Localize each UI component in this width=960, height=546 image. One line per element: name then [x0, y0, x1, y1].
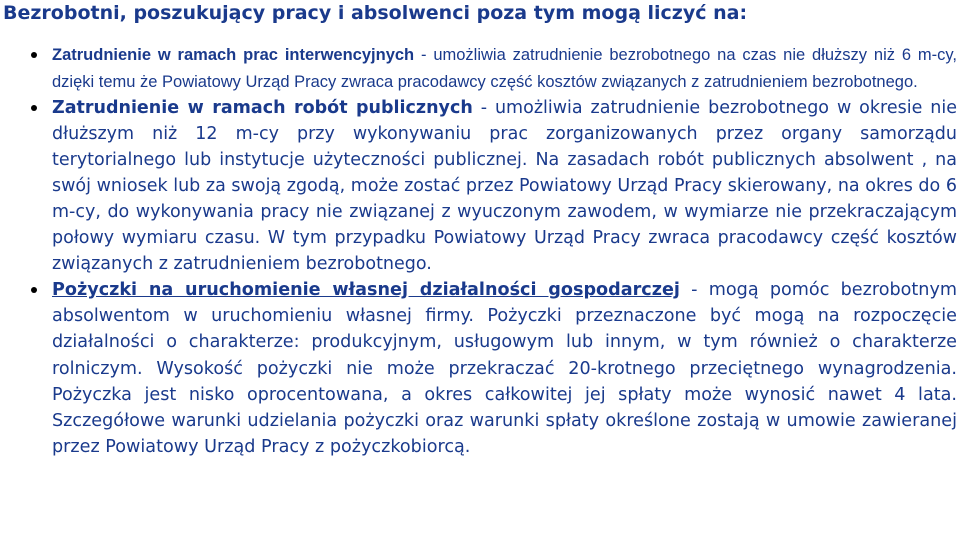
page-title: Bezrobotni, poszukujący pracy i absolwenci poza tym mogą liczyć na:	[3, 2, 748, 24]
list-item-interventional-works	[0, 42, 960, 95]
list-item-business-loans	[0, 277, 960, 460]
item-text: - mogą pomóc bezrobotnym absolwentom w uruchomieniu własnej firmy. Pożyczki przeznaczone być mogą na rozpoczęcie działalności o charakterze: produkcyjnym, usługowym lub innym, w tym również o charakterze rolniczym. Wysokość pożyczki nie może przekraczać 20-krotnego przeciętnego wynagrodzenia. Pożyczka jest nisko oprocentowana, a okres całkowitej jej spłaty może wynosić nawet 4 lata. Szczegółowe warunki udzielania pożyczki oraz warunki spłaty określone zostają w umowie zawieranej przez Powiatowy Urząd Pracy z pożyczkobiorcą.	[52, 280, 957, 458]
item-lead: Zatrudnienie w ramach robót publicznych	[52, 98, 473, 118]
bullet-dot-icon	[31, 52, 37, 58]
bullet-dot-icon	[31, 287, 37, 293]
item-text: - umożliwia zatrudnienie bezrobotnego na czas nie dłuższy niż 6 m-cy, dzięki temu że Powiatowy Urząd Pracy zwraca pracodawcy część kosztów związanych z zatrudnieniem bezrobotnego.	[52, 46, 957, 91]
item-lead: Pożyczki na uruchomienie własnej działalności gospodarczej	[52, 280, 680, 300]
item-lead: Zatrudnienie w ramach prac interwencyjnych	[52, 46, 415, 64]
list-item-public-works	[0, 95, 960, 277]
bullet-list	[0, 42, 960, 460]
item-text: - umożliwia zatrudnienie bezrobotnego w okresie nie dłuższym niż 12 m-cy przy wykonywaniu prac zorganizowanych przez organy samorządu terytorialnego lub instytucje użyteczności publicznej. Na zasadach robót publicznych absolwent , na swój wniosek lub za swoją zgodą, może zostać przez Powiatowy Urząd Pracy skierowany, na okres do 6 m-cy, do wykonywania pracy nie związanej z wyuczonym zawodem, w wymiarze nie przekraczającym połowy wymiaru czasu. W tym przypadku Powiatowy Urząd Pracy zwraca pracodawcy część kosztów związanych z zatrudnieniem bezrobotnego.	[52, 98, 958, 274]
bullet-dot-icon	[31, 105, 37, 111]
